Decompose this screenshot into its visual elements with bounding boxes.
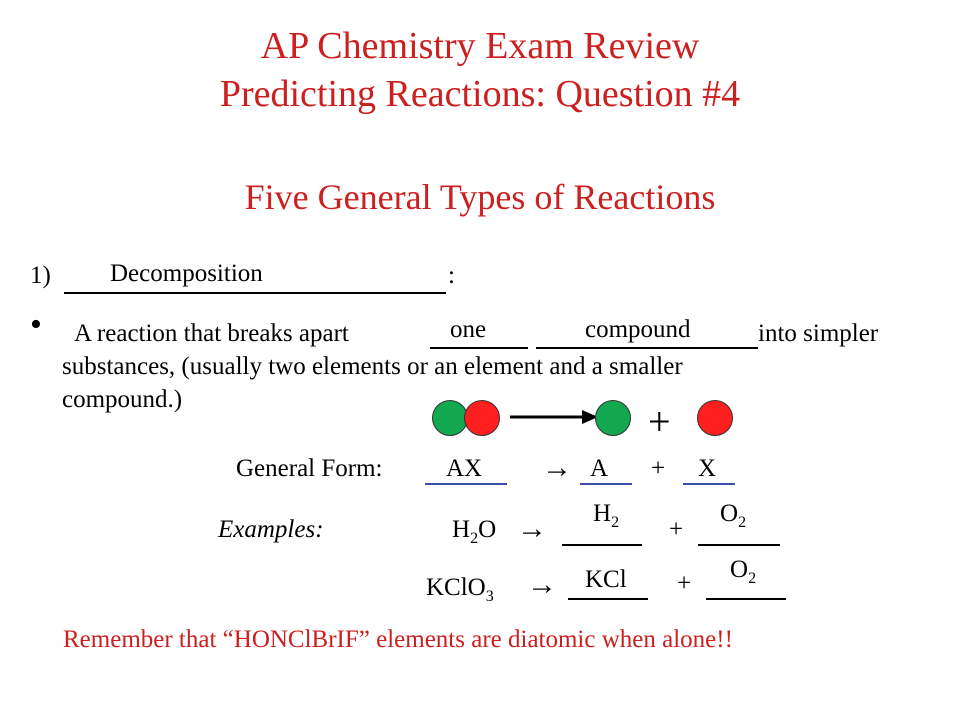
general-form-arrow: → — [542, 451, 572, 484]
example-1-product-2 — [720, 500, 747, 531]
section-heading: Five General Types of Reactions — [244, 177, 716, 217]
product-green-atom — [595, 400, 631, 436]
example-2-plus: + — [677, 570, 692, 597]
bullet-blank-1 — [430, 347, 528, 349]
example-1-blank-2 — [698, 544, 780, 546]
bullet-answer-one: one — [450, 316, 487, 343]
general-form-blank-2 — [580, 483, 632, 485]
item-1-number: 1) — [30, 262, 51, 289]
example-2-blank-2 — [706, 598, 786, 600]
example-1-product-2-sub: 2 — [738, 514, 747, 531]
bullet-blank-2 — [536, 347, 758, 349]
bullet-text-after: into simpler — [758, 320, 879, 347]
general-form-blank-3 — [683, 483, 735, 485]
general-form-label: General Form: — [236, 455, 383, 482]
bullet-text-before: A reaction that breaks apart — [74, 320, 349, 347]
example-2-reactant — [426, 574, 494, 605]
bullet-line-3: compound.) — [62, 386, 183, 413]
example-2-product-1: KCl — [585, 566, 627, 593]
example-2-reactant-sub: 3 — [485, 588, 494, 605]
example-2-reactant-main: KClO — [426, 574, 486, 601]
reactant-green-atom — [432, 400, 468, 436]
general-form-reactant: AX — [446, 455, 483, 482]
title-line-1: AP Chemistry Exam Review — [260, 25, 700, 67]
diagram-plus: + — [648, 399, 671, 444]
example-2-product-2-sub: 2 — [748, 570, 757, 587]
product-red-atom — [697, 400, 733, 436]
example-1-reactant-tail: O — [478, 516, 497, 543]
example-1-reactant-sub: 2 — [470, 530, 479, 547]
general-form-plus: + — [651, 455, 666, 482]
example-2-arrow: → — [527, 568, 557, 601]
example-1-blank-1 — [562, 544, 642, 546]
example-1-reactant — [452, 516, 497, 547]
example-1-product-1-main: H — [593, 500, 612, 527]
example-1-product-2-main: O — [720, 500, 739, 527]
bullet-dot: • — [30, 306, 42, 343]
bullet-answer-compound: compound — [585, 316, 691, 343]
general-form-product-2: X — [698, 455, 717, 482]
item-1-answer: Decomposition — [110, 260, 263, 287]
reaction-arrow-icon — [510, 407, 600, 427]
reactant-red-atom — [464, 400, 500, 436]
general-form-blank-1 — [425, 483, 507, 485]
example-2-blank-1 — [568, 598, 648, 600]
example-1-product-1 — [593, 500, 620, 531]
example-1-reactant-main: H — [452, 516, 471, 543]
example-1-plus: + — [669, 516, 684, 543]
example-1-product-1-sub: 2 — [611, 514, 620, 531]
example-2-product-2 — [730, 556, 757, 587]
item-1-colon: : — [448, 262, 455, 289]
item-1-blank-line — [64, 292, 446, 294]
general-form-product-1: A — [590, 455, 609, 482]
example-2-product-2-main: O — [730, 556, 749, 583]
bullet-line-2: substances, (usually two elements or an element and a smaller — [62, 353, 683, 380]
examples-label: Examples: — [218, 516, 324, 543]
diatomic-reminder: Remember that “HONClBrIF” elements are diatomic when alone!! — [63, 626, 733, 653]
title-line-2: Predicting Reactions: Question #4 — [219, 73, 741, 115]
example-1-arrow: → — [517, 512, 547, 545]
item-1-row — [30, 262, 51, 290]
